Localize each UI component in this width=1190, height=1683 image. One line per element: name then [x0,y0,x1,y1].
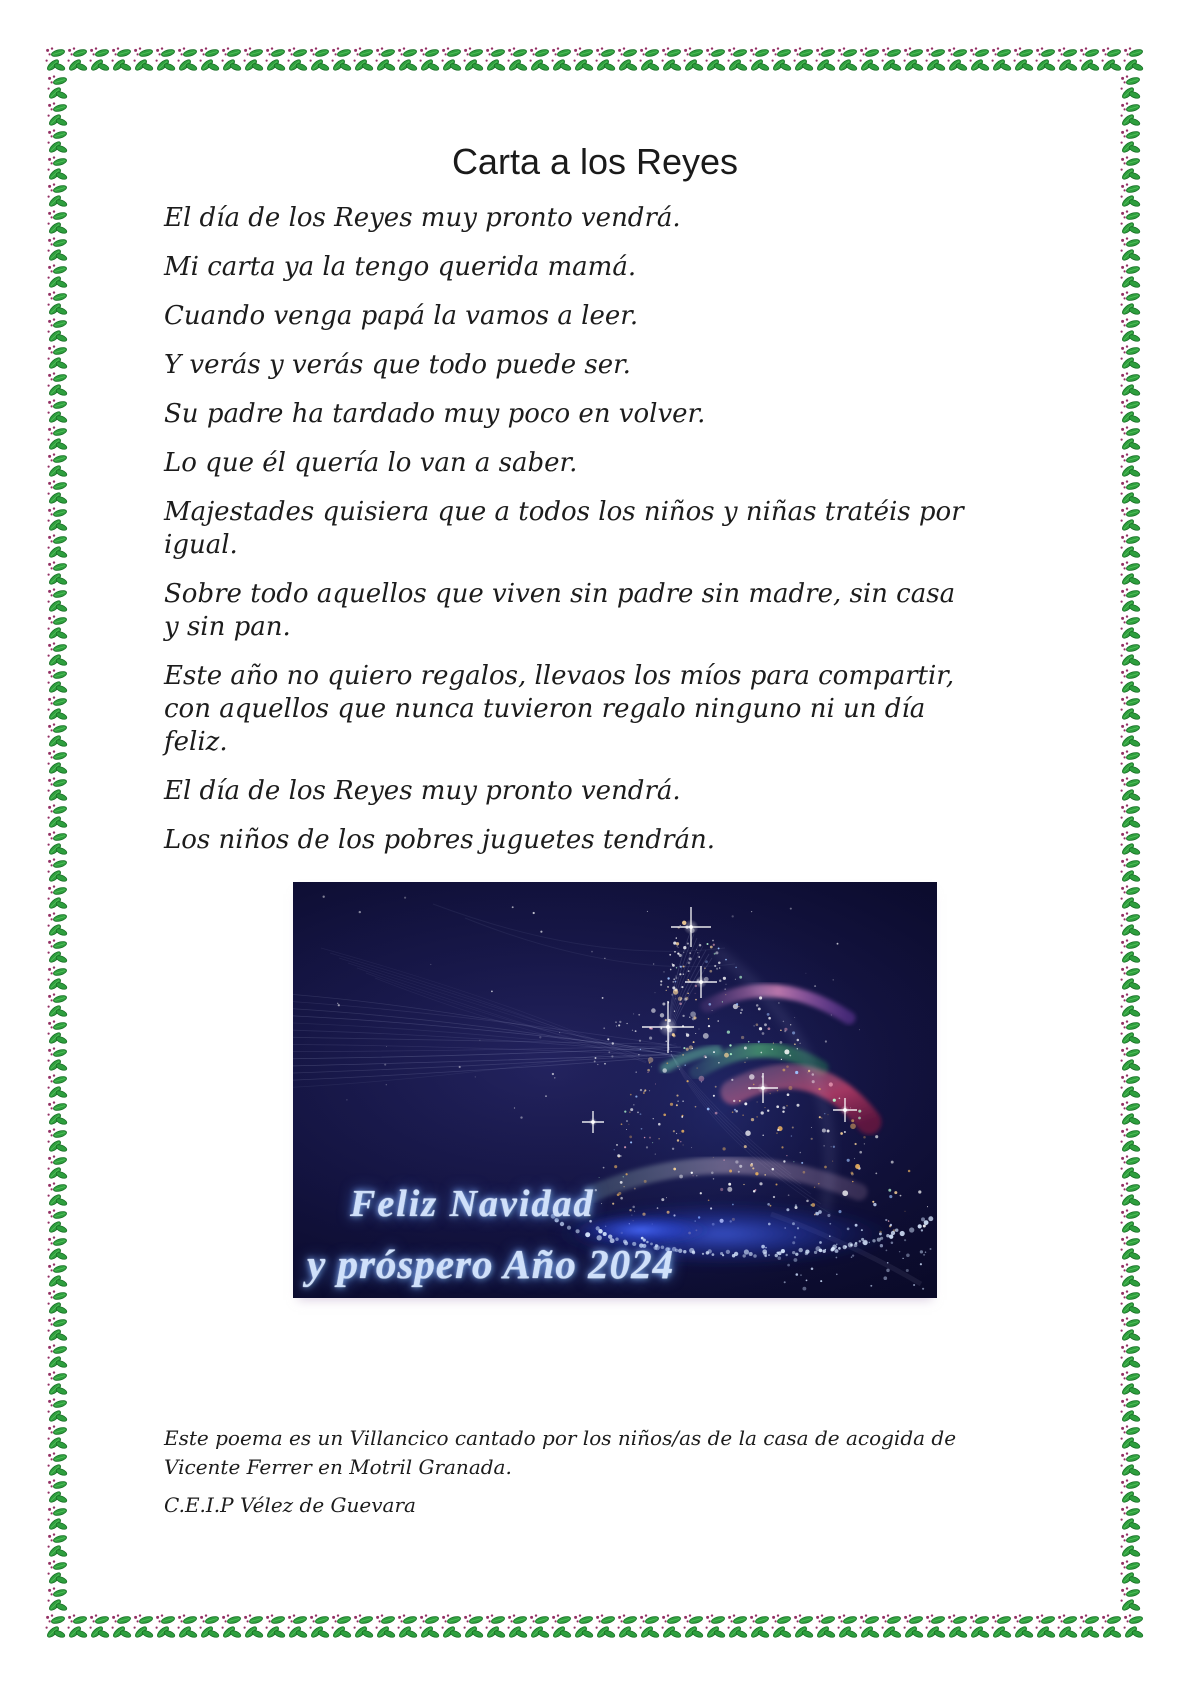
holly-leaf-icon [176,46,198,73]
holly-leaf-icon [220,46,242,73]
holly-leaf-icon [1119,938,1141,965]
holly-leaf-icon [154,46,176,73]
holly-leaf-icon [286,46,308,73]
christmas-tree-art [293,882,937,1298]
holly-leaf-icon [1119,182,1141,209]
holly-leaf-icon [1119,1181,1141,1208]
poem-line: Mi carta ya la tengo querida mamá. [164,252,637,282]
holly-leaf-icon [968,46,990,73]
holly-leaf-icon [1034,46,1056,73]
holly-leaf-icon [46,1505,68,1532]
holly-border-right [1119,74,1145,1612]
holly-leaf-icon [1119,911,1141,938]
holly-leaf-icon [46,749,68,776]
holly-leaf-icon [46,317,68,344]
holly-leaf-icon [46,1532,68,1559]
holly-leaf-icon [1119,1154,1141,1181]
holly-leaf-icon [1119,1127,1141,1154]
card-greeting-line2: y próspero Año 2024 [307,1241,675,1287]
holly-leaf-icon [44,1613,66,1640]
holly-leaf-icon [1119,668,1141,695]
holly-leaf-icon [88,1613,110,1640]
holly-leaf-icon [682,1613,704,1640]
holly-leaf-icon [1119,1559,1141,1586]
holly-leaf-icon [44,46,66,73]
holly-leaf-icon [814,1613,836,1640]
holly-leaf-icon [46,1127,68,1154]
holly-leaf-icon [46,1046,68,1073]
poem-line: Cuando venga papá la vamos a leer. [164,301,639,331]
holly-leaf-icon [1100,1613,1122,1640]
holly-leaf-icon [46,1262,68,1289]
holly-leaf-icon [46,614,68,641]
holly-leaf-icon [836,1613,858,1640]
holly-border-bottom [44,1613,1146,1640]
holly-leaf-icon [110,46,132,73]
holly-leaf-icon [1119,344,1141,371]
holly-leaf-icon [550,46,572,73]
holly-leaf-icon [1034,1613,1056,1640]
holly-leaf-icon [1119,884,1141,911]
holly-leaf-icon [46,965,68,992]
holly-leaf-icon [550,1613,572,1640]
holly-leaf-icon [462,46,484,73]
holly-leaf-icon [330,46,352,73]
holly-leaf-icon [46,1586,68,1612]
holly-leaf-icon [46,641,68,668]
holly-leaf-icon [396,46,418,73]
holly-leaf-icon [1056,1613,1078,1640]
holly-leaf-icon [748,1613,770,1640]
holly-leaf-icon [46,290,68,317]
holly-leaf-icon [572,1613,594,1640]
poem-line: Sobre todo aquellos que viven sin padre sin madre, sin casa y sin pan. [164,579,956,642]
poem [164,202,964,873]
holly-leaf-icon [46,263,68,290]
holly-leaf-icon [528,1613,550,1640]
holly-leaf-icon [1119,317,1141,344]
holly-leaf-icon [66,46,88,73]
holly-leaf-icon [792,46,814,73]
poem-line: El día de los Reyes muy pronto vendrá. [164,203,681,233]
holly-leaf-icon [1119,1586,1141,1612]
holly-leaf-icon [660,46,682,73]
holly-leaf-icon [1119,452,1141,479]
holly-border-top [44,46,1146,73]
holly-leaf-icon [46,101,68,128]
holly-leaf-icon [110,1613,132,1640]
holly-leaf-icon [198,46,220,73]
page-title: Carta a los Reyes [451,141,739,182]
holly-border-left [46,74,72,1612]
holly-leaf-icon [836,46,858,73]
holly-leaf-icon [880,46,902,73]
holly-leaf-icon [1119,398,1141,425]
holly-leaf-icon [506,46,528,73]
poem-line: Majestades quisiera que a todos los niños y niñas tratéis por igual. [164,497,964,560]
holly-leaf-icon [46,479,68,506]
holly-leaf-icon [1119,749,1141,776]
holly-leaf-icon [946,1613,968,1640]
holly-leaf-icon [46,884,68,911]
christmas-card-image [293,882,937,1298]
holly-leaf-icon [1122,46,1144,73]
holly-leaf-icon [1119,560,1141,587]
holly-leaf-icon [1119,371,1141,398]
holly-leaf-icon [1119,74,1141,101]
holly-leaf-icon [594,46,616,73]
holly-leaf-icon [1119,1505,1141,1532]
holly-leaf-icon [46,1235,68,1262]
holly-leaf-icon [330,1613,352,1640]
holly-leaf-icon [46,1073,68,1100]
holly-leaf-icon [1012,46,1034,73]
holly-leaf-icon [46,74,68,101]
holly-leaf-icon [1119,722,1141,749]
holly-leaf-icon [66,1613,88,1640]
holly-leaf-icon [46,182,68,209]
holly-leaf-icon [1122,1613,1144,1640]
holly-leaf-icon [1119,533,1141,560]
holly-leaf-icon [46,236,68,263]
holly-leaf-icon [814,46,836,73]
holly-leaf-icon [572,46,594,73]
holly-leaf-icon [990,1613,1012,1640]
holly-leaf-icon [1119,830,1141,857]
holly-leaf-icon [946,46,968,73]
holly-leaf-icon [46,587,68,614]
holly-leaf-icon [46,668,68,695]
holly-leaf-icon [1119,209,1141,236]
holly-leaf-icon [46,1154,68,1181]
card-greeting-line1: Feliz Navidad [350,1183,595,1225]
holly-leaf-icon [1119,1289,1141,1316]
holly-leaf-icon [352,46,374,73]
holly-leaf-icon [46,1289,68,1316]
holly-leaf-icon [46,371,68,398]
holly-leaf-icon [968,1613,990,1640]
holly-leaf-icon [46,1019,68,1046]
holly-leaf-icon [770,46,792,73]
holly-leaf-icon [1119,1370,1141,1397]
holly-leaf-icon [154,1613,176,1640]
holly-leaf-icon [46,1343,68,1370]
holly-leaf-icon [1119,1343,1141,1370]
holly-leaf-icon [46,830,68,857]
holly-leaf-icon [46,506,68,533]
holly-leaf-icon [528,46,550,73]
holly-leaf-icon [1119,641,1141,668]
footer-note: Este poema es un Villancico cantado por los niños/as de la casa de acogida de Vicente Ferrer en Motril Granada. [164,1426,957,1479]
holly-leaf-icon [748,46,770,73]
poem-line: Su padre ha tardado muy poco en volver. [164,399,706,429]
holly-leaf-icon [1119,614,1141,641]
holly-leaf-icon [1119,803,1141,830]
holly-leaf-icon [660,1613,682,1640]
holly-leaf-icon [440,46,462,73]
holly-leaf-icon [1119,1208,1141,1235]
holly-leaf-icon [704,46,726,73]
holly-leaf-icon [198,1613,220,1640]
holly-leaf-icon [990,46,1012,73]
holly-leaf-icon [440,1613,462,1640]
holly-leaf-icon [308,1613,330,1640]
holly-leaf-icon [1012,1613,1034,1640]
footer [164,1424,994,1529]
holly-leaf-icon [462,1613,484,1640]
holly-leaf-icon [594,1613,616,1640]
holly-leaf-icon [858,1613,880,1640]
holly-leaf-icon [46,1559,68,1586]
holly-leaf-icon [264,46,286,73]
holly-leaf-icon [1119,425,1141,452]
holly-leaf-icon [46,722,68,749]
holly-leaf-icon [46,1397,68,1424]
poem-line: El día de los Reyes muy pronto vendrá. [164,776,681,806]
holly-leaf-icon [1119,1451,1141,1478]
holly-leaf-icon [1078,46,1100,73]
holly-leaf-icon [902,1613,924,1640]
holly-leaf-icon [1119,290,1141,317]
holly-leaf-icon [88,46,110,73]
holly-leaf-icon [1119,1262,1141,1289]
holly-leaf-icon [46,1316,68,1343]
holly-leaf-icon [616,1613,638,1640]
holly-leaf-icon [1119,965,1141,992]
holly-leaf-icon [1119,776,1141,803]
holly-leaf-icon [286,1613,308,1640]
holly-leaf-icon [682,46,704,73]
holly-leaf-icon [924,46,946,73]
holly-leaf-icon [1119,1100,1141,1127]
holly-leaf-icon [176,1613,198,1640]
holly-leaf-icon [46,398,68,425]
holly-leaf-icon [242,46,264,73]
holly-leaf-icon [46,803,68,830]
holly-leaf-icon [726,1613,748,1640]
holly-leaf-icon [46,452,68,479]
holly-leaf-icon [484,1613,506,1640]
poem-line: Este año no quiero regalos, llevaos los míos para compartir, con aquellos que nunca tuvieron regalo ninguno ni un día feliz. [164,661,955,757]
holly-leaf-icon [1119,1424,1141,1451]
holly-leaf-icon [1119,587,1141,614]
holly-leaf-icon [264,1613,286,1640]
holly-leaf-icon [1119,695,1141,722]
holly-leaf-icon [46,992,68,1019]
holly-leaf-icon [46,344,68,371]
holly-leaf-icon [902,46,924,73]
holly-leaf-icon [46,1208,68,1235]
poem-line: Los niños de los pobres juguetes tendrán. [164,825,716,855]
holly-leaf-icon [1119,1046,1141,1073]
holly-leaf-icon [132,46,154,73]
holly-leaf-icon [484,46,506,73]
holly-leaf-icon [616,46,638,73]
holly-leaf-icon [374,1613,396,1640]
holly-leaf-icon [924,1613,946,1640]
holly-leaf-icon [46,560,68,587]
holly-leaf-icon [1119,263,1141,290]
holly-leaf-icon [1119,1478,1141,1505]
holly-leaf-icon [1119,1235,1141,1262]
holly-leaf-icon [1119,506,1141,533]
holly-leaf-icon [46,533,68,560]
holly-leaf-icon [418,1613,440,1640]
holly-leaf-icon [726,46,748,73]
holly-leaf-icon [1119,1532,1141,1559]
holly-leaf-icon [1119,236,1141,263]
holly-leaf-icon [1119,1316,1141,1343]
holly-leaf-icon [396,1613,418,1640]
holly-leaf-icon [46,1181,68,1208]
holly-leaf-icon [1119,1397,1141,1424]
holly-leaf-icon [352,1613,374,1640]
holly-leaf-icon [46,1370,68,1397]
holly-leaf-icon [704,1613,726,1640]
holly-leaf-icon [132,1613,154,1640]
holly-leaf-icon [46,425,68,452]
holly-leaf-icon [1119,479,1141,506]
holly-leaf-icon [46,911,68,938]
holly-leaf-icon [1119,1019,1141,1046]
holly-leaf-icon [880,1613,902,1640]
poem-line: Lo que él quería lo van a saber. [164,448,578,478]
holly-leaf-icon [792,1613,814,1640]
holly-leaf-icon [46,695,68,722]
holly-leaf-icon [1078,1613,1100,1640]
holly-leaf-icon [46,857,68,884]
holly-leaf-icon [46,938,68,965]
holly-leaf-icon [770,1613,792,1640]
holly-leaf-icon [1100,46,1122,73]
holly-leaf-icon [242,1613,264,1640]
holly-leaf-icon [46,1478,68,1505]
holly-leaf-icon [220,1613,242,1640]
holly-leaf-icon [638,46,660,73]
poem-line: Y verás y verás que todo puede ser. [164,350,631,380]
holly-leaf-icon [638,1613,660,1640]
holly-leaf-icon [1056,46,1078,73]
holly-leaf-icon [1119,1073,1141,1100]
holly-leaf-icon [418,46,440,73]
holly-leaf-icon [1119,992,1141,1019]
footer-school: C.E.I.P Vélez de Guevara [164,1493,416,1517]
holly-leaf-icon [1119,857,1141,884]
holly-leaf-icon [308,46,330,73]
holly-leaf-icon [46,209,68,236]
holly-leaf-icon [46,1451,68,1478]
holly-leaf-icon [1119,101,1141,128]
holly-leaf-icon [46,1100,68,1127]
holly-leaf-icon [858,46,880,73]
holly-leaf-icon [374,46,396,73]
holly-leaf-icon [46,1424,68,1451]
holly-leaf-icon [46,776,68,803]
holly-leaf-icon [506,1613,528,1640]
